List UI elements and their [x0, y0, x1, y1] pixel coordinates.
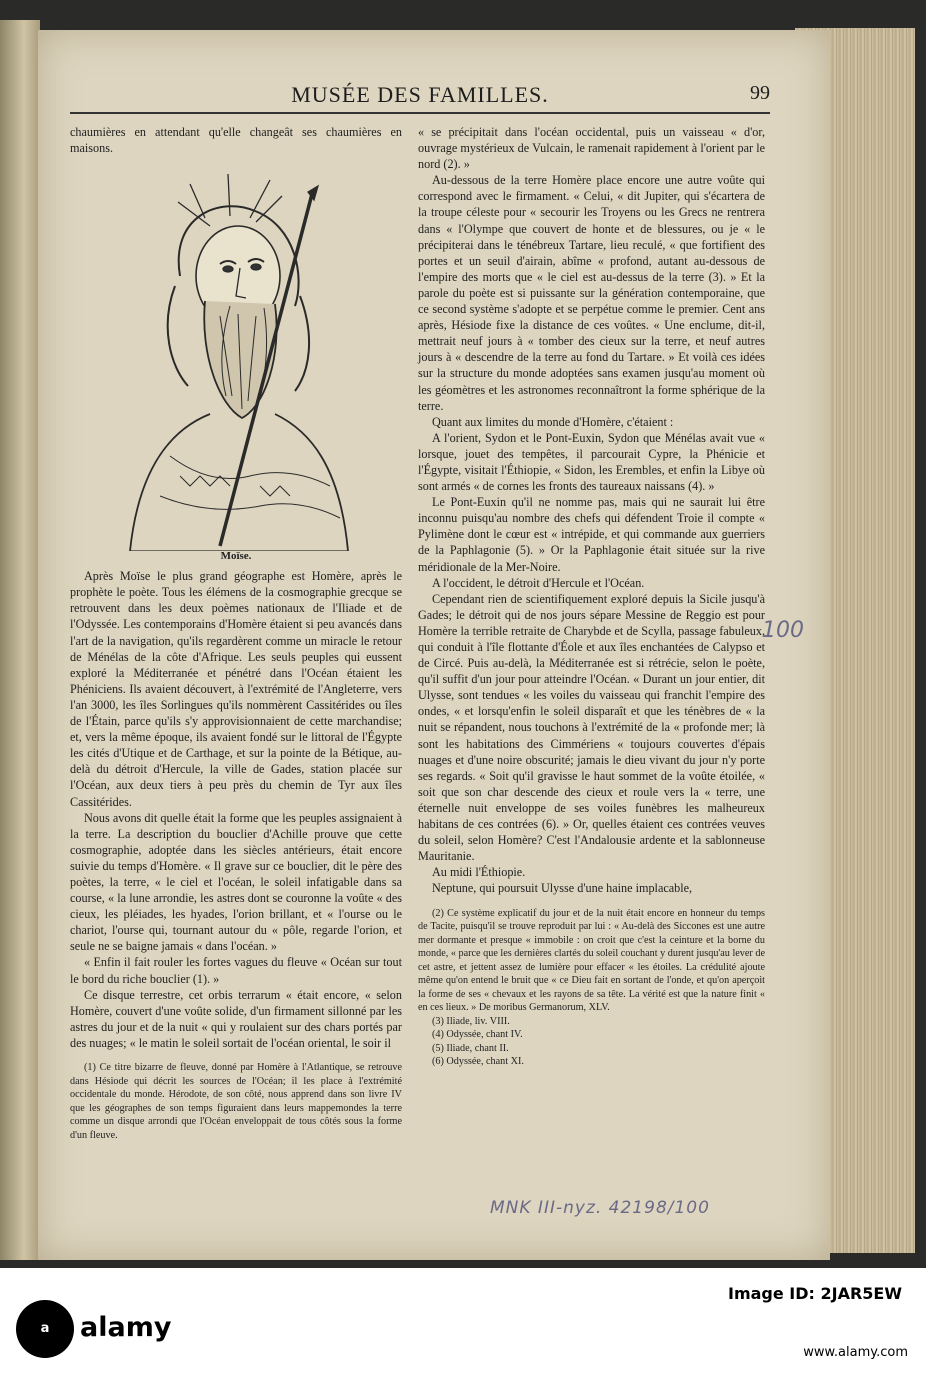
image-id-label: Image ID: 2JAR5EW: [728, 1284, 902, 1303]
footnote-6: (6) Odyssée, chant XI.: [432, 1056, 524, 1067]
journal-title: MUSÉE DES FAMILLES.: [291, 82, 549, 107]
alamy-wordmark: alamy: [80, 1312, 172, 1343]
paragraph-bouclier: Nous avons dit quelle était la forme que les peuples assignaient à la terre. La description du bouclier d'Achille prouve que cette cosmographie, adoptée dans les siècles antérieurs, était encore suivie du temps d'Homère. « Il grave sur ce bouclier, dit le père des poètes, la terre, « le ciel et l'océan, le soleil infatigable dans sa course, « la lune arrondie, les astres dont se couronne la voûte « des cieux, les pléiades, les hyades, l'orion brillant, et « l'ourse ou le chariot, l'ourse qui, tournant autour du « pôle, regarde l'orion, et seule ne se baigne jamais « dans l'océan. »: [70, 810, 402, 954]
left-column: [70, 124, 402, 1142]
handwritten-folio-number: 100: [762, 618, 804, 643]
paragraph-limites: Quant aux limites du monde d'Homère, c'étaient :: [432, 414, 674, 429]
moses-engraving: [70, 156, 402, 568]
footnote-1: (1) Ce titre bizarre de fleuve, donné par Homère à l'Atlantique, se retrouve dans Hésiode qui décrit les sources de l'Océan; il les place à l'extrémité occidentale du monde. Hérodote, de son côté, nous apprend dans son livre IV que les géographes de son temps figuraient dans leurs mappemondes la terre comme un disque arrondi que l'Océan enveloppait de tous côtés sous la forme d'un fleuve.: [70, 1062, 402, 1141]
footnote-5: (5) Iliade, chant II.: [432, 1042, 509, 1054]
paragraph-sicile: Cependant rien de scientifiquement exploré depuis la Sicile jusqu'à Gades; le détroit qui de nos jours sépare Messine de Reggio est pour Homère la terrible retraite de Charybde et de Scylla, passage fabuleux, qui conduit à l'île flottante d'Éole et aux îles enchantées de Calypso et de Circé. Puis au-delà, la Méditerranée est si rétrécie, selon le poète, qu'il suffit d'un jour pour atteindre l'Océan. « Durant un jour entier, dit Ulysse, sont tendues « les voiles du vaisseau qui franchit l'empire des ondes, « et lorsqu'enfin le soleil disparaît et que les ténèbres de « la nuit se répandent, nous touchons à l'extrémité de la « profonde mer; là sont les habitations des Cimmériens « toujours couvertes d'épais nuages et d'une noire obscurité; jamais le dieu vivant du jour n'y porte ses regards. « Soit qu'il gravisse le haut sommet de la voûte étoilée, « soit que son char descende des cieux et roule vers la « terre, une éternelle nuit enveloppe de ses voiles funèbres les malheureux habitans de ces contrées (6). » Or, quelles étaient ces contrées veuves du soleil, selon Homère? C'est l'Andalousie ardente et la sablonneuse Mauritanie.: [418, 591, 765, 864]
moses-portrait-illustration: [70, 156, 402, 551]
figure-caption: Moïse.: [220, 550, 252, 563]
paragraph-occident: A l'occident, le détroit d'Hercule et l'Océan.: [432, 575, 645, 590]
paragraph-tartare: Au-dessous de la terre Homère place encore une autre voûte qui correspond avec le firmament. « Celui, « dit Jupiter, qui s'écartera de la troupe céleste pour « secourir les Troyens ou les Grecs ne rentrera dans « l'Olympe que couvert de honte et de blessures, ou je « le précipiterai dans le ténébreux Tartare, lieu reculé, « que fortifient des portes et un seuil d'airain, abîme « profond, autant au-dessous de l'empire des morts que « le ciel est au-dessus de la terre (3). » Et la parole du poète est si puissante sur la génération contemporaine, que ce second système s'adopte et se perpétue comme le premier. Cent ans après, Hésiode fixe la distance de ces voûtes. « Une enclume, dit-il, mettrait neuf jours à « tomber des cieux sur la terre, et neuf autres jours à « descendre de la terre au fond du Tartare. » Et voilà ces idées sur la structure du monde adoptées sans examen jusqu'au moment où les géomètres et les astronomes reconnaîtront la forme sphérique de la terre.: [418, 173, 765, 413]
paragraph-neptune: Neptune, qui poursuit Ulysse d'une haine implacable,: [432, 881, 693, 896]
paragraph-orient: A l'orient, Sydon et le Pont-Euxin, Sydon que Ménélas avait vue « lorsque, jouet des tempêtes, il parcourait Cypre, la Phénicie et l'Égypte, visitait l'Éthiopie, « Sidon, les Erembles, et enfin la Libye où sont armés « de cornes les fronts des taureaux naissans (4). »: [418, 430, 765, 494]
alamy-url: www.alamy.com: [803, 1345, 908, 1360]
paragraph-homere: Après Moïse le plus grand géographe est Homère, après le prophète le poète. Tous les élémens de la cosmographie grecque se retrouvent dans les deux poèmes nationaux de l'Iliade et de l'Odyssée. Les contemporains d'Homère étaient si peu avancés dans l'art de la navigation, qu'ils regardèrent comme un miracle le retour de Ménélas de la côte d'Afrique. Les seuls peuples qui eussent exploré la Méditerranée et pénétré dans l'Océan étaient les Phéniciens. Ils avaient découvert, à l'extrémité de l'Angleterre, vers l'an 3000, les îles Sorlingues qu'ils nommèrent Cassitérides ou îles de l'Étain, parce qu'ils s'y approvisionnaient de cette marchandise; et, vers la même époque, ils avaient fondé sur le littoral de l'Égypte les cités d'Utique et de Carthage, et sur la pointe de la Bétique, au-delà du détroit d'Hercule, la ville de Gades, station placée sur l'Océan, aux deux tiers à peu près du chemin de Tyr aux îles Cassitérides.: [70, 569, 402, 809]
facing-page-edge: [0, 20, 40, 1260]
footnote-3: (3) Iliade, liv. VIII.: [432, 1015, 510, 1027]
paragraph-disque: Ce disque terrestre, cet orbis terrarum « était encore, « selon Homère, couvert d'une voûte solide, d'un firmament sillonné par les astres du jour et de la nuit « qui y roulaient sur des chars portés par des nuages; « le matin le soleil sortait de l'océan oriental, le soir il: [70, 987, 402, 1050]
running-header: [70, 80, 770, 114]
right-column: [418, 124, 765, 1069]
footnote-separator: [418, 897, 765, 907]
paragraph-continuation: « se précipitait dans l'océan occidental, puis un vaisseau « d'or, ouvrage mystérieux de Vulcain, le ramenait rapidement à l'orient par le nord (2). »: [418, 125, 765, 172]
paragraph-ocean: « Enfin il fait rouler les fortes vagues du fleuve « Océan sur tout le bord du riche bouclier (1). »: [70, 955, 402, 986]
handwritten-shelfmark: MNK III-nyz. 42198/100: [490, 1198, 710, 1218]
page-number: 99: [750, 82, 770, 104]
alamy-logo-letter: a: [40, 1321, 50, 1336]
footnote-2: (2) Ce système explicatif du jour et de la nuit était encore en honneur du temps de Tacite, puisqu'il se trouve reproduit par lui : « Au-delà des Siccones est une autre mer dormante et presque « immobile : on croit que c'est la ceinture et la borne du monde, « parce que les dernières clartés du soleil couchant y durent jusqu'au lever de cet astre, et jettent assez de lumière pour effacer « les étoiles. La crédulité ajoute même qu'on entend le bruit que « ce Dieu fait en sortant de l'onde, et qu'on aperçoit la forme de ses « chevaux et les rayons de sa tête. La vérité est que la nature finit « en ces lieux. » De moribus Germanorum, XLV.: [418, 907, 765, 1013]
paragraph-midi: Au midi l'Éthiopie.: [432, 865, 526, 880]
image-id: [728, 1284, 908, 1303]
paragraph-pont-euxin: Le Pont-Euxin qu'il ne nomme pas, mais qui ne saurait lui être inconnu puisqu'au nombre des chefs qui défendent Troie il compte « Pylimène dont le cœur est « intrépide, et qui commande aux guerriers de la Paphlagonie (5). » Or la Paphlagonie était située sur la rive méridionale de la Mer-Noire.: [418, 495, 765, 574]
footnote-4: (4) Odyssée, chant IV.: [432, 1029, 523, 1040]
opening-line: chaumières en attendant qu'elle changeât ses chaumières en maisons.: [70, 125, 402, 156]
footnote-separator: [70, 1051, 402, 1061]
